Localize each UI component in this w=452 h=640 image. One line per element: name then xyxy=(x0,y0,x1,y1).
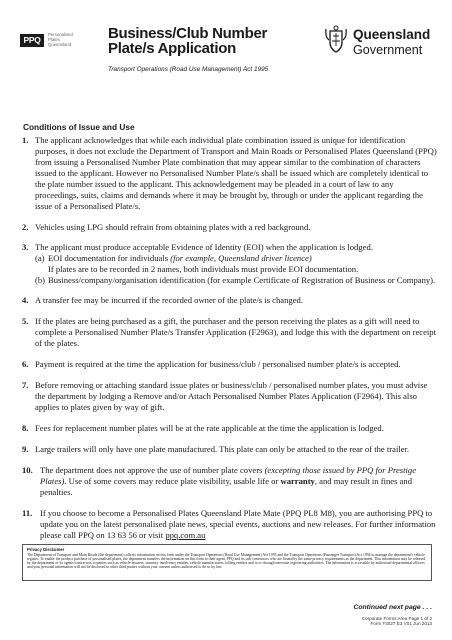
ppq-logo: PPQ xyxy=(20,34,44,47)
ppq-website-link[interactable]: ppq.com.au xyxy=(165,530,206,540)
clause-8: 8. Fees for replacement number plates will be at the rate applicable at the time the application is lodged. xyxy=(22,423,384,433)
clause-11: 11. If you choose to become a Personalised Plates Queensland Plate Mate (PPQ PL8 M8), you are authorising PPQ to update you on the latest personalised plate news, special events, auctions and new releases. For further information please call PPQ on 13 63 56 or visit ppq.com.au xyxy=(22,508,436,540)
conditions-list xyxy=(22,135,437,541)
clause-3a: (a) EOI documentation for individuals (for example, Queensland driver licence) If plates are to be recorded in 2 names, both individuals must provide EOI documentation. xyxy=(35,253,359,274)
section-title: Conditions of Issue and Use xyxy=(23,122,135,132)
clause-3: 3. The applicant must produce acceptable Evidence of Identity (EOI) when the application is lodged. (a) EOI documentation for individuals (for example, Queensland driver licence) If plates are to be recorded in 2 names, both individuals must provide EOI documentation. (b) Business/company/organisation identification (for example Certificate of Registration of Business or Company). xyxy=(22,242,436,285)
continued-notice: Continued next page . . . xyxy=(353,604,432,611)
form-footer: Corporate Forms Area Page 1 of 2 Form F3027 E3 V01 Jun 2013 xyxy=(361,616,432,627)
clause-7: 7. Before removing or attaching standard issue plates or business/club / personalised number plates, you must advise the department by lodging a Remove and/or Attach Personalised Number Plates Application (F2964). This also applies to plates given by way of gift. xyxy=(22,380,428,412)
clause-2: 2. Vehicles using LPG should refrain from obtaining plates with a red background. xyxy=(22,222,311,232)
clause-4: 4. A transfer fee may be incurred if the recorded owner of the plate/s is changed. xyxy=(22,295,303,305)
privacy-disclaimer: Privacy Disclaimer The Department of Transport and Main Roads (the department) collects information on this form under the Transport Operations (Road Use Management) Act 1995 and the Transport Operations (Passenger Transport) Act 1994 to manage the department's vehicle register. To enable the product purchase of personalised plates, the department transfers the information on this form to their agent, PPQ and its sub-contractors who are bound by the same privacy requirements as the department. This information may be released by the department or its agents/contractors to parties such as vehicle insurers, statutory insolvency entities, vehicle manufacturers, tolling entities and to or through interstate registering authorities. The information is accessible by authorised departmental officers and your personal information will not be disclosed to other third parties without your consent unless authorised to do so by law. xyxy=(22,544,432,581)
clause-6: 6. Payment is required at the time the application for business/club / personalised number plate/s is accepted. xyxy=(22,359,401,369)
form-subtitle: Transport Operations (Road Use Management) Act 1995 xyxy=(108,66,269,73)
government-name: Queensland xyxy=(353,27,431,42)
government-label: Government xyxy=(353,43,423,57)
clause-1: 1. The applicant acknowledges that while each individual plate combination issued is unique for identification purposes, it does not exclude the Department of Transport and Main Roads or Personalised Plates Queensland (PPQ) from issuing a Personalised Number Plate combination that may appear similar to the combination of characters issued to the applicant. However no Personalised Number Plate/s shall be issued which are completely identical to the plate number issued to the applicant. This acknowledgement may be pleaded in a court of law to any proceedings, suits, claims and demands where it may be brought by, through or under the applicant regarding the issue of a Personalised Plate/s. xyxy=(22,135,437,211)
clause-10: 10. The department does not approve the use of number plate covers (excepting those issued by PPQ for Prestige Plates). Use of some covers may reduce plate visibility, usable life or warranty, and may result in fines and penalties. xyxy=(22,465,417,497)
queensland-crest-icon xyxy=(324,25,348,55)
form-title: Business/Club Number Plate/s Application xyxy=(108,25,268,57)
clause-3b: (b) Business/company/organisation identification (for example Certificate of Registration of Business or Company). xyxy=(35,275,436,285)
clause-9: 9. Large trailers will only have one plate manufactured. This plate can only be attached to the rear of the trailer. xyxy=(22,444,410,454)
clause-5: 5. If the plates are being purchased as a gift, the purchaser and the person receiving the plates as a gift will need to complete a Personalised Number Plate/s Transfer Application (F2963), and lodge this with the department on receipt of the plates. xyxy=(22,316,436,348)
form-header xyxy=(0,18,452,78)
ppq-org-name: Personalised Plates Queensland xyxy=(48,32,73,47)
